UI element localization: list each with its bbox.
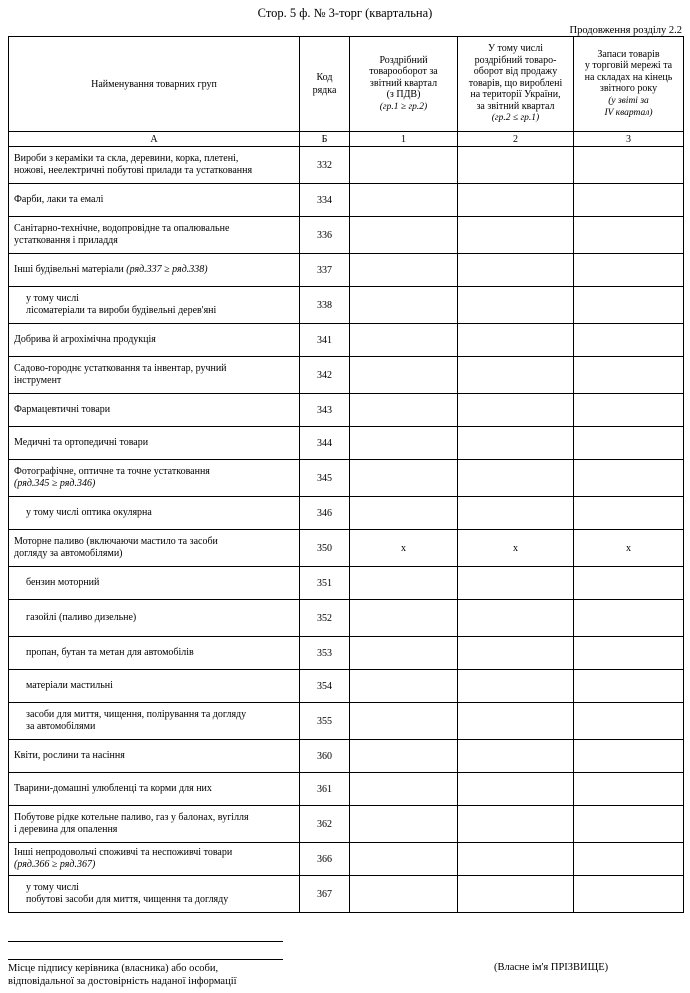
table-row <box>9 427 684 460</box>
value-cell-col2[interactable] <box>458 703 574 740</box>
column-header-1 <box>350 37 458 132</box>
row-code: 355 <box>300 703 350 740</box>
index-cell: Б <box>300 132 350 147</box>
value-cell-col3[interactable] <box>574 670 684 703</box>
col1-header-line: (з ПДВ) <box>386 89 421 101</box>
value-cell-col3[interactable] <box>574 147 684 184</box>
value-cell-col3[interactable] <box>574 773 684 806</box>
row-code: 361 <box>300 773 350 806</box>
row-note: (ряд.337 ≥ ряд.338) <box>126 263 208 275</box>
value-cell-col3[interactable] <box>574 254 684 287</box>
value-cell-col1[interactable] <box>350 670 458 703</box>
signature-label <box>8 962 338 988</box>
row-name-line: Санітарно-технічне, водопровідне та опалювальне <box>14 222 230 234</box>
index-cell: 1 <box>350 132 458 147</box>
value-cell-col1[interactable] <box>350 394 458 427</box>
row-name <box>9 670 300 703</box>
value-cell-col1[interactable] <box>350 287 458 324</box>
row-name <box>9 773 300 806</box>
row-name-line: Моторне паливо (включаючи мастило та засоби <box>14 535 218 547</box>
value-cell-col1: х <box>350 530 458 567</box>
value-cell-col2[interactable] <box>458 876 574 913</box>
signature-label-line: відповідальної за достовірність наданої інформації <box>8 976 237 987</box>
value-cell-col3[interactable] <box>574 357 684 394</box>
code-header-line: рядка <box>312 85 337 96</box>
row-name-line: побутові засоби для миття, чищення та догляду <box>26 894 229 905</box>
table-row <box>9 876 684 913</box>
row-name-text: Інші будівельні матеріали <box>14 263 124 275</box>
row-name-line: газойлі (паливо дизельне) <box>26 611 137 623</box>
value-cell-col2[interactable] <box>458 217 574 254</box>
row-code: 366 <box>300 843 350 876</box>
code-header-line: Код <box>316 72 333 83</box>
table-row <box>9 530 684 567</box>
row-name-line: пропан, бутан та метан для автомобілів <box>26 646 194 658</box>
value-cell-col3[interactable] <box>574 394 684 427</box>
value-cell-col1[interactable] <box>350 773 458 806</box>
value-cell-col2[interactable] <box>458 773 574 806</box>
row-code: 360 <box>300 740 350 773</box>
value-cell-col1[interactable] <box>350 147 458 184</box>
value-cell-col3[interactable] <box>574 637 684 670</box>
value-cell-col2[interactable] <box>458 843 574 876</box>
row-name-line: Фармацевтичні товари <box>14 403 111 415</box>
row-name <box>9 427 300 460</box>
row-code: 362 <box>300 806 350 843</box>
row-name <box>9 530 300 567</box>
col1-header-line: звітний квартал <box>369 77 438 89</box>
row-code: 337 <box>300 254 350 287</box>
col3-header-note: IV квартал) <box>604 108 653 118</box>
value-cell-col3[interactable] <box>574 600 684 637</box>
row-name <box>9 600 300 637</box>
table-row <box>9 637 684 670</box>
row-name <box>9 324 300 357</box>
signature-line <box>8 941 283 942</box>
value-cell-col3[interactable] <box>574 217 684 254</box>
row-name <box>9 184 300 217</box>
value-cell-col2[interactable] <box>458 670 574 703</box>
row-name-line: і деревина для опалення <box>14 824 118 835</box>
value-cell-col3[interactable] <box>574 843 684 876</box>
value-cell-col1[interactable] <box>350 843 458 876</box>
value-cell-col2[interactable] <box>458 567 574 600</box>
value-cell-col1[interactable] <box>350 703 458 740</box>
row-code: 351 <box>300 567 350 600</box>
table-row <box>9 600 684 637</box>
col2-header-note: (гр.2 ≤ гр.1) <box>491 113 540 124</box>
value-cell-col3[interactable] <box>574 460 684 497</box>
table-row <box>9 217 684 254</box>
row-name-line: інструмент <box>14 375 62 386</box>
row-code: 350 <box>300 530 350 567</box>
value-cell-col1[interactable] <box>350 806 458 843</box>
value-cell-col1[interactable] <box>350 600 458 637</box>
row-name <box>9 806 300 843</box>
row-code: 352 <box>300 600 350 637</box>
row-name-line: матеріали мастильні <box>26 679 113 691</box>
col1-header-note: (гр.1 ≥ гр.2) <box>379 101 428 112</box>
value-cell-col2[interactable] <box>458 806 574 843</box>
row-name-line: догляду за автомобілями) <box>14 548 123 559</box>
row-name <box>9 703 300 740</box>
row-name <box>9 497 300 530</box>
col2-header-line: оборот від продажу <box>473 66 558 78</box>
col2-header-line: У тому числі <box>487 43 544 55</box>
table-row <box>9 184 684 217</box>
row-note: (ряд.345 ≥ ряд.346) <box>14 478 96 489</box>
row-note: (ряд.366 ≥ ряд.367) <box>14 859 96 870</box>
value-cell-col3[interactable] <box>574 427 684 460</box>
value-cell-col2[interactable] <box>458 637 574 670</box>
row-name <box>9 740 300 773</box>
row-code: 367 <box>300 876 350 913</box>
value-cell-col1[interactable] <box>350 357 458 394</box>
row-name-line: у тому числі <box>26 292 79 304</box>
row-name-line: Добрива й агрохімічна продукція <box>14 333 156 345</box>
value-cell-col1[interactable] <box>350 184 458 217</box>
row-name <box>9 843 300 876</box>
col3-header-line: у торговій мережі та <box>584 60 673 71</box>
header-row <box>9 37 684 132</box>
row-code: 341 <box>300 324 350 357</box>
col3-header-line: звітного року <box>599 83 658 94</box>
value-cell-col1[interactable] <box>350 876 458 913</box>
col3-header-line: на складах на кінець <box>584 71 673 83</box>
value-cell-col2[interactable] <box>458 427 574 460</box>
table-row <box>9 567 684 600</box>
row-name <box>9 254 300 287</box>
table-row <box>9 287 684 324</box>
table-row <box>9 703 684 740</box>
row-code: 346 <box>300 497 350 530</box>
value-cell-col3[interactable] <box>574 703 684 740</box>
table-row <box>9 497 684 530</box>
value-cell-col1[interactable] <box>350 637 458 670</box>
value-cell-col1[interactable] <box>350 324 458 357</box>
value-cell-col3[interactable] <box>574 567 684 600</box>
value-cell-col3[interactable] <box>574 184 684 217</box>
value-cell-col3[interactable] <box>574 497 684 530</box>
value-cell-col2[interactable] <box>458 147 574 184</box>
column-header-code <box>300 37 350 132</box>
row-name <box>9 287 300 324</box>
row-name-line: Тварини-домашні улюбленці та корми для них <box>14 782 212 794</box>
row-name <box>9 217 300 254</box>
row-code: 342 <box>300 357 350 394</box>
value-cell-col3: х <box>574 530 684 567</box>
value-cell-col2[interactable] <box>458 497 574 530</box>
col1-header-line: Роздрібний <box>379 54 428 66</box>
col2-header-line: за звітний квартал <box>476 100 555 112</box>
row-code: 332 <box>300 147 350 184</box>
col3-header-note: (у звіті за <box>608 95 649 106</box>
table-row <box>9 460 684 497</box>
table-row <box>9 324 684 357</box>
signature-label-line: Місце підпису керівника (власника) або особи, <box>8 963 219 974</box>
table-row <box>9 254 684 287</box>
value-cell-col1[interactable] <box>350 740 458 773</box>
col3-header-line: Запаси товарів <box>597 48 660 60</box>
row-name-line: Медичні та ортопедичні товари <box>14 436 149 448</box>
row-name-line: за автомобілями <box>26 721 96 732</box>
row-name-line: Фотографічне, оптичне та точне устатковання <box>14 465 210 477</box>
column-header-3 <box>574 37 684 132</box>
row-name <box>9 394 300 427</box>
table-row <box>9 740 684 773</box>
table-row <box>9 670 684 703</box>
row-code: 353 <box>300 637 350 670</box>
row-code: 344 <box>300 427 350 460</box>
row-code: 354 <box>300 670 350 703</box>
row-code: 343 <box>300 394 350 427</box>
row-name-line <box>14 264 295 277</box>
row-name-line: Побутове рідке котельне паливо, газ у балонах, вугілля <box>14 811 249 823</box>
value-cell-col2[interactable] <box>458 287 574 324</box>
column-header-name: Найменування товарних груп <box>9 37 300 132</box>
col2-header-line: роздрібний товаро- <box>474 54 557 66</box>
row-name-line: Садово-городнє устатковання та інвентар, ручний <box>14 362 227 374</box>
row-name-line: Квіти, рослини та насіння <box>14 749 125 761</box>
table-row <box>9 806 684 843</box>
value-cell-col2[interactable] <box>458 460 574 497</box>
row-code: 334 <box>300 184 350 217</box>
row-name <box>9 460 300 497</box>
value-cell-col1[interactable] <box>350 217 458 254</box>
row-name <box>9 567 300 600</box>
table-row <box>9 357 684 394</box>
row-name-line: ножові, неелектричні побутові прилади та устатковання <box>14 165 253 176</box>
row-name <box>9 147 300 184</box>
row-name <box>9 357 300 394</box>
row-code: 336 <box>300 217 350 254</box>
value-cell-col3[interactable] <box>574 324 684 357</box>
value-cell-col2[interactable] <box>458 600 574 637</box>
row-name-line: у тому числі оптика окулярна <box>26 506 152 518</box>
row-name-line: Фарби, лаки та емалі <box>14 193 104 205</box>
row-code: 345 <box>300 460 350 497</box>
table-row <box>9 773 684 806</box>
row-name-line: у тому числі <box>26 881 79 893</box>
value-cell-col3[interactable] <box>574 740 684 773</box>
table-row <box>9 843 684 876</box>
index-cell: 3 <box>574 132 684 147</box>
col2-header-line: товарів, що вироблені <box>468 77 563 89</box>
row-name-line: засоби для миття, чищення, полірування та догляду <box>26 708 247 720</box>
table-row <box>9 394 684 427</box>
report-table <box>8 36 684 913</box>
value-cell-col2[interactable] <box>458 357 574 394</box>
value-cell-col3[interactable] <box>574 876 684 913</box>
row-name-line: бензин моторний <box>26 576 100 588</box>
name-label: (Власне ім'я ПРІЗВИЩЕ) <box>494 962 609 973</box>
row-name <box>9 876 300 913</box>
value-cell-col1[interactable] <box>350 254 458 287</box>
value-cell-col2[interactable] <box>458 184 574 217</box>
row-name-line: Вироби з кераміки та скла, деревини, корка, плетені, <box>14 152 239 164</box>
row-name <box>9 637 300 670</box>
column-index-row <box>9 132 684 147</box>
table-body <box>9 147 684 913</box>
section-continuation-label: Продовження розділу 2.2 <box>569 25 682 36</box>
row-code: 338 <box>300 287 350 324</box>
value-cell-col1[interactable] <box>350 497 458 530</box>
value-cell-col1[interactable] <box>350 460 458 497</box>
col1-header-line: товарооборот за <box>369 66 438 78</box>
col2-header-line: на території України, <box>470 89 561 101</box>
index-cell: А <box>9 132 300 147</box>
row-name-line: Інші непродовольчі споживчі та неспоживчі товари <box>14 846 233 858</box>
signature-line <box>8 959 283 960</box>
index-cell: 2 <box>458 132 574 147</box>
row-name-line: лісоматеріали та вироби будівельні дерев'яні <box>26 305 217 316</box>
column-header-2 <box>458 37 574 132</box>
value-cell-col2[interactable] <box>458 394 574 427</box>
page-title: Стор. 5 ф. № 3-торг (квартальна) <box>257 6 433 20</box>
value-cell-col2[interactable] <box>458 740 574 773</box>
value-cell-col3[interactable] <box>574 806 684 843</box>
value-cell-col1[interactable] <box>350 567 458 600</box>
table-row <box>9 147 684 184</box>
value-cell-col1[interactable] <box>350 427 458 460</box>
value-cell-col3[interactable] <box>574 287 684 324</box>
value-cell-col2[interactable] <box>458 324 574 357</box>
row-name-line: устатковання і приладдя <box>14 235 118 246</box>
value-cell-col2[interactable] <box>458 254 574 287</box>
value-cell-col2: х <box>458 530 574 567</box>
